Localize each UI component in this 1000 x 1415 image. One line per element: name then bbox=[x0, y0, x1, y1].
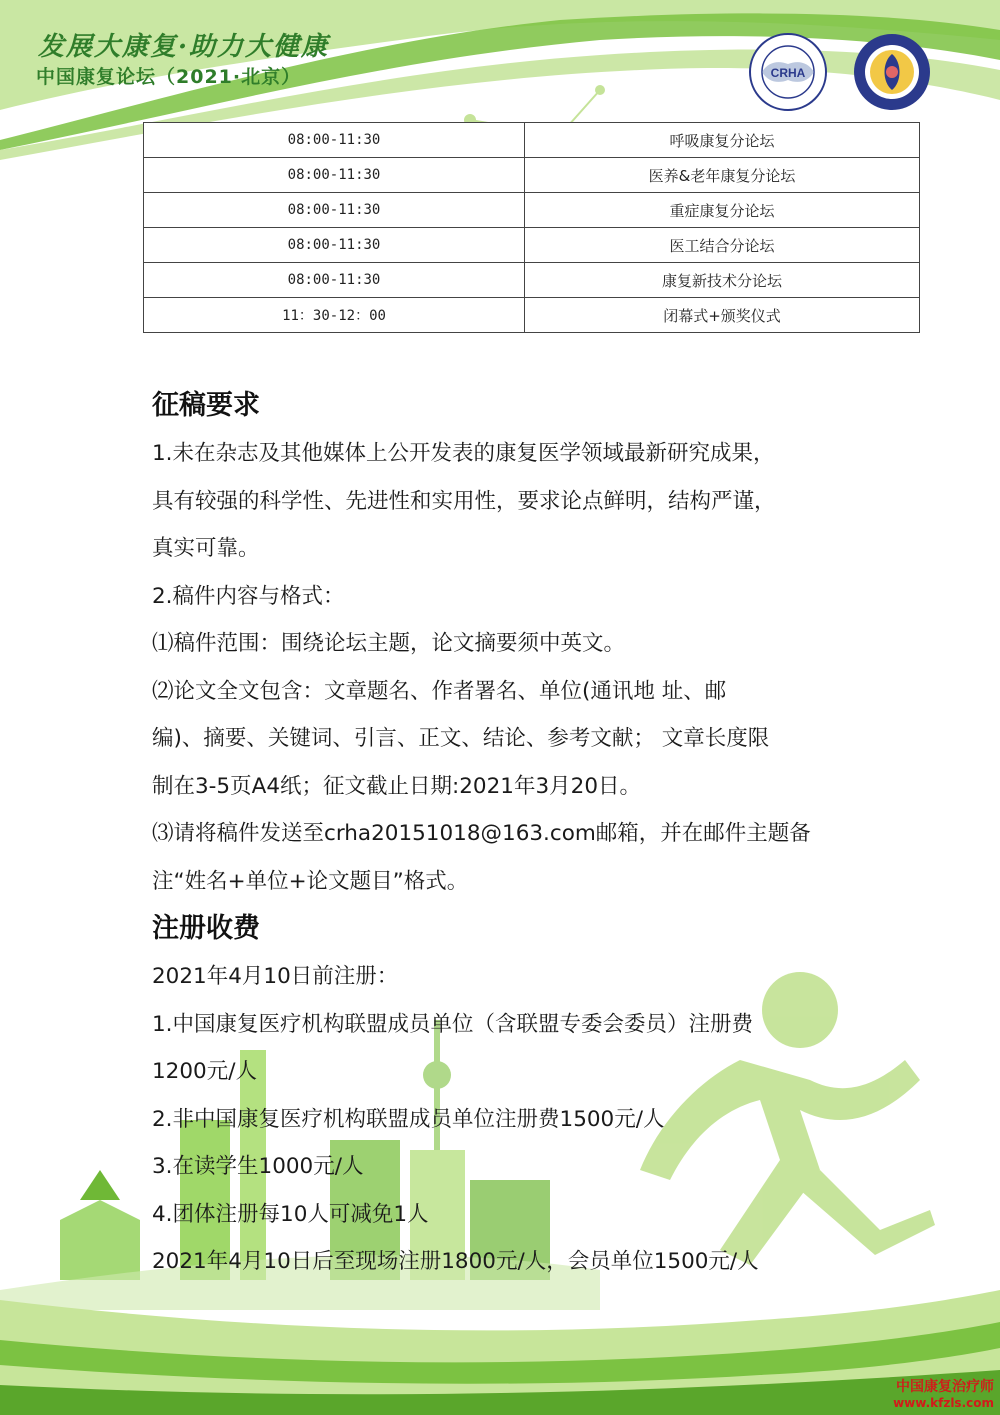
submission-line: 2.稿件内容与格式： bbox=[152, 583, 345, 609]
schedule-table bbox=[143, 122, 920, 333]
association-logo bbox=[852, 32, 932, 112]
submission-line: 注“姓名+单位+论文题目”格式。 bbox=[152, 868, 469, 894]
submission-line: ⑶请将稿件发送至crha20151018@163.com邮箱，并在邮件主题备 bbox=[152, 821, 811, 846]
table-row bbox=[144, 123, 920, 158]
registration-line: 2021年4月10日后至现场注册1800元/人，会员单位1500元/人 bbox=[152, 1249, 759, 1274]
submission-line: ⑵论文全文包含：文章题名、作者署名、单位(通讯地 址、邮 bbox=[152, 678, 727, 704]
schedule-session: 医养&老年康复分论坛 bbox=[525, 158, 920, 193]
schedule-session: 呼吸康复分论坛 bbox=[525, 123, 920, 158]
submission-line: 1.未在杂志及其他媒体上公开发表的康复医学领域最新研究成果， bbox=[152, 441, 775, 466]
submission-line: 制在3-5页A4纸；征文截止日期:2021年3月20日。 bbox=[152, 773, 642, 799]
page-header bbox=[0, 0, 1000, 130]
crha-logo-text: CRHA bbox=[770, 66, 806, 80]
registration-line: 3.在读学生1000元/人 bbox=[152, 1154, 364, 1179]
table-row bbox=[144, 193, 920, 228]
schedule-session: 重症康复分论坛 bbox=[525, 193, 920, 228]
main-content bbox=[152, 382, 900, 1286]
submission-line: ⑴稿件范围：围绕论坛主题，论文摘要须中英文。 bbox=[152, 631, 626, 656]
submission-line: 编)、摘要、关键词、引言、正文、结论、参考文献； 文章长度限 bbox=[152, 726, 770, 751]
submission-line: 真实可靠。 bbox=[152, 536, 260, 561]
schedule-session: 闭幕式+颁奖仪式 bbox=[525, 298, 920, 333]
schedule-time: 08:00-11:30 bbox=[144, 158, 525, 193]
registration-line: 1200元/人 bbox=[152, 1059, 257, 1084]
forum-title: 中国康复论坛（2021·北京） bbox=[36, 66, 302, 88]
schedule-time: 11：30-12：00 bbox=[144, 298, 525, 333]
submission-line: 具有较强的科学性、先进性和实用性，要求论点鲜明，结构严谨， bbox=[152, 488, 776, 514]
table-row bbox=[144, 158, 920, 193]
registration-line: 4.团体注册每10人可减免1人 bbox=[152, 1201, 429, 1227]
registration-line: 1.中国康复医疗机构联盟成员单位（含联盟专委会委员）注册费 bbox=[152, 1011, 754, 1037]
registration-heading: 注册收费 bbox=[152, 913, 260, 944]
registration-line: 2.非中国康复医疗机构联盟成员单位注册费1500元/人 bbox=[152, 1106, 665, 1132]
schedule-time: 08:00-11:30 bbox=[144, 193, 525, 228]
schedule-session: 康复新技术分论坛 bbox=[525, 263, 920, 298]
submission-heading: 征稿要求 bbox=[152, 390, 260, 421]
watermark-url: www.kfzls.com bbox=[893, 1396, 994, 1410]
site-watermark bbox=[893, 1379, 994, 1411]
registration-line: 2021年4月10日前注册： bbox=[152, 964, 399, 989]
schedule-time: 08:00-11:30 bbox=[144, 263, 525, 298]
table-row bbox=[144, 263, 920, 298]
crha-logo bbox=[748, 32, 828, 112]
schedule-session: 医工结合分论坛 bbox=[525, 228, 920, 263]
header-slogan: 发展大康复·助力大健康 bbox=[38, 32, 330, 62]
schedule-time: 08:00-11:30 bbox=[144, 123, 525, 158]
table-row bbox=[144, 298, 920, 333]
watermark-name: 中国康复治疗师 bbox=[896, 1379, 994, 1395]
table-row bbox=[144, 228, 920, 263]
schedule-time: 08:00-11:30 bbox=[144, 228, 525, 263]
